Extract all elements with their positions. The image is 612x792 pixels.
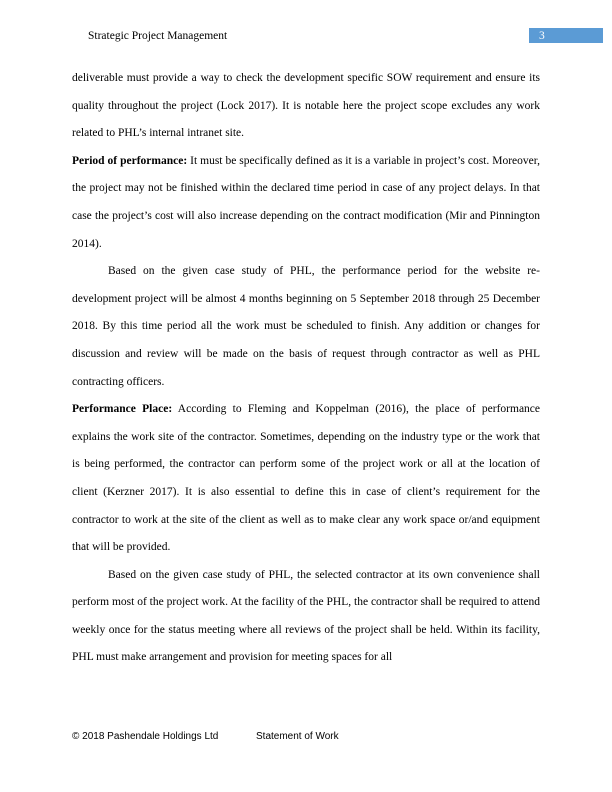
footer-copyright: © 2018 Pashendale Holdings Ltd <box>72 731 219 742</box>
paragraph-2 <box>72 148 540 258</box>
paragraph-4 <box>72 396 540 562</box>
paragraph-2-text: It must be specifically defined as it is a variable in project’s cost. Moreover, the project may not be finished within the declared time period in case of any project delays. In that case the project’s cost will also increase depending on the contract modification (Mir and Pinnington 2014). <box>72 154 540 250</box>
paragraph-3: Based on the given case study of PHL, the performance period for the website re-development project will be almost 4 months beginning on 5 September 2018 through 25 December 2018. By this time period all the work must be scheduled to finish. Any addition or changes for discussion and review will be made on the basis of request through contractor as well as PHL contracting officers. <box>72 265 540 388</box>
page-number: 3 <box>539 30 545 42</box>
paragraph-5: Based on the given case study of PHL, the selected contractor at its own convenience shall perform most of the project work. At the facility of the PHL, the contractor shall be required to attend weekly once for the status meeting where all reviews of the project shall be held. Within its facility, PHL must make arrangement and provision for meeting spaces for all <box>72 568 540 664</box>
document-body <box>72 65 540 672</box>
paragraph-1: deliverable must provide a way to check the development specific SOW requirement and ensure its quality throughout the project (Lock 2017). It is notable here the project scope excludes any work related to PHL’s internal intranet site. <box>72 72 540 140</box>
header-title: Strategic Project Management <box>88 30 228 42</box>
period-of-performance-heading: Period of performance: <box>72 154 188 167</box>
page-number-badge <box>529 28 603 43</box>
paragraph-4-text: According to Fleming and Koppelman (2016), the place of performance explains the work site of the contractor. Sometimes, depending on the industry type or the work that is being performed, the contractor can perform some of the project work or all at the location of client (Kerzner 2017). It is also essential to define this in case of client’s requirement for the contractor to work at the site of the client as well as to make clear any work space or/and equipment that will be provided. <box>72 403 541 554</box>
performance-place-heading: Performance Place: <box>72 403 173 416</box>
footer-document-title: Statement of Work <box>256 731 339 742</box>
